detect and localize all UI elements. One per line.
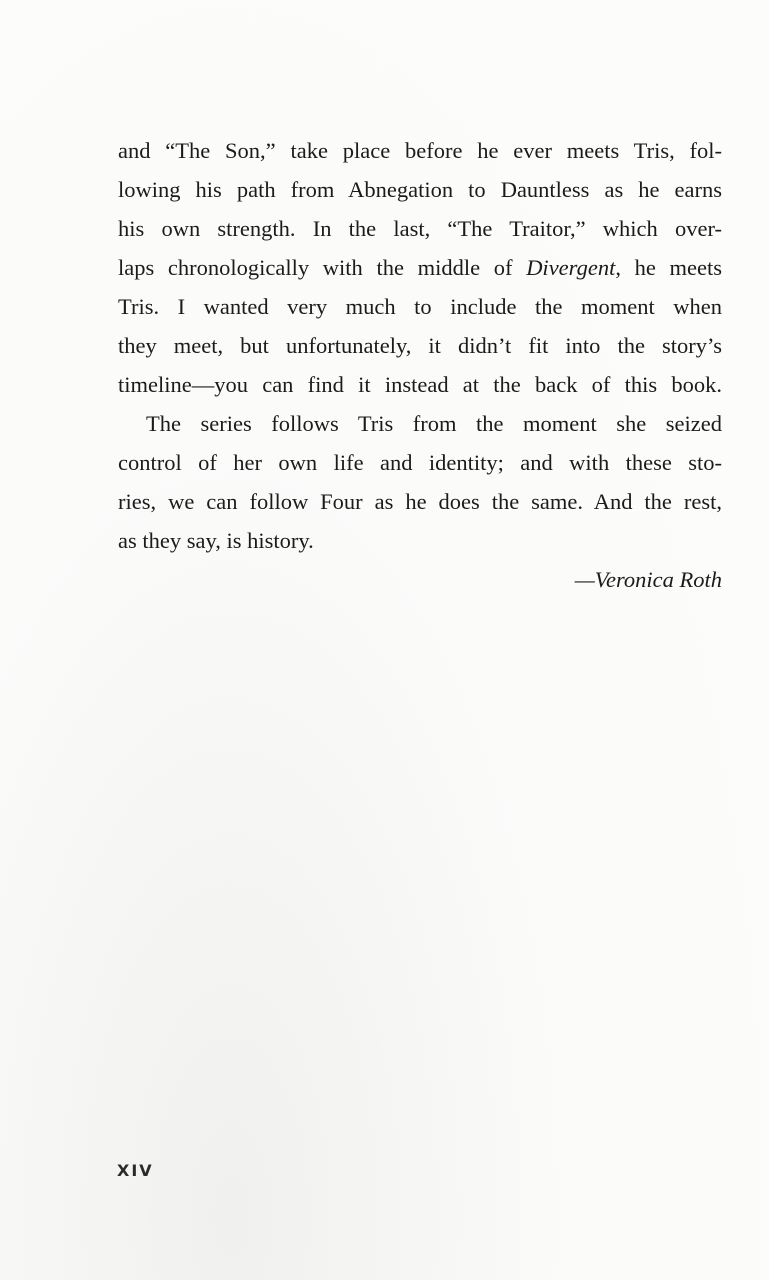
text-line: as they say, is history.	[118, 528, 314, 553]
body-text	[118, 131, 722, 599]
text-line: The series follows Tris from the moment she seized	[146, 411, 722, 436]
author-signature: —Veronica Roth	[574, 567, 722, 592]
text-line: they meet, but unfortunately, it didn’t fit into the story’s	[118, 333, 722, 358]
text-line: timeline—you can find it instead at the back of this book.	[118, 372, 722, 397]
text-line: his own strength. In the last, “The Traitor,” which over-	[118, 216, 722, 241]
page-number: XIV	[117, 1161, 154, 1180]
text-line: Tris. I wanted very much to include the moment when	[118, 294, 722, 319]
text-line: lowing his path from Abnegation to Dauntless as he earns	[118, 177, 722, 202]
text-line: control of her own life and identity; and with these sto-	[118, 450, 722, 475]
text-line	[118, 248, 722, 287]
text-line: ries, we can follow Four as he does the same. And the rest,	[118, 489, 722, 514]
text-line: and “The Son,” take place before he ever meets Tris, fol-	[118, 138, 722, 163]
book-title-italic: Divergent	[526, 255, 616, 280]
text-segment: , he meets	[615, 255, 723, 280]
text-segment: laps chronologically with the middle of	[118, 255, 513, 280]
